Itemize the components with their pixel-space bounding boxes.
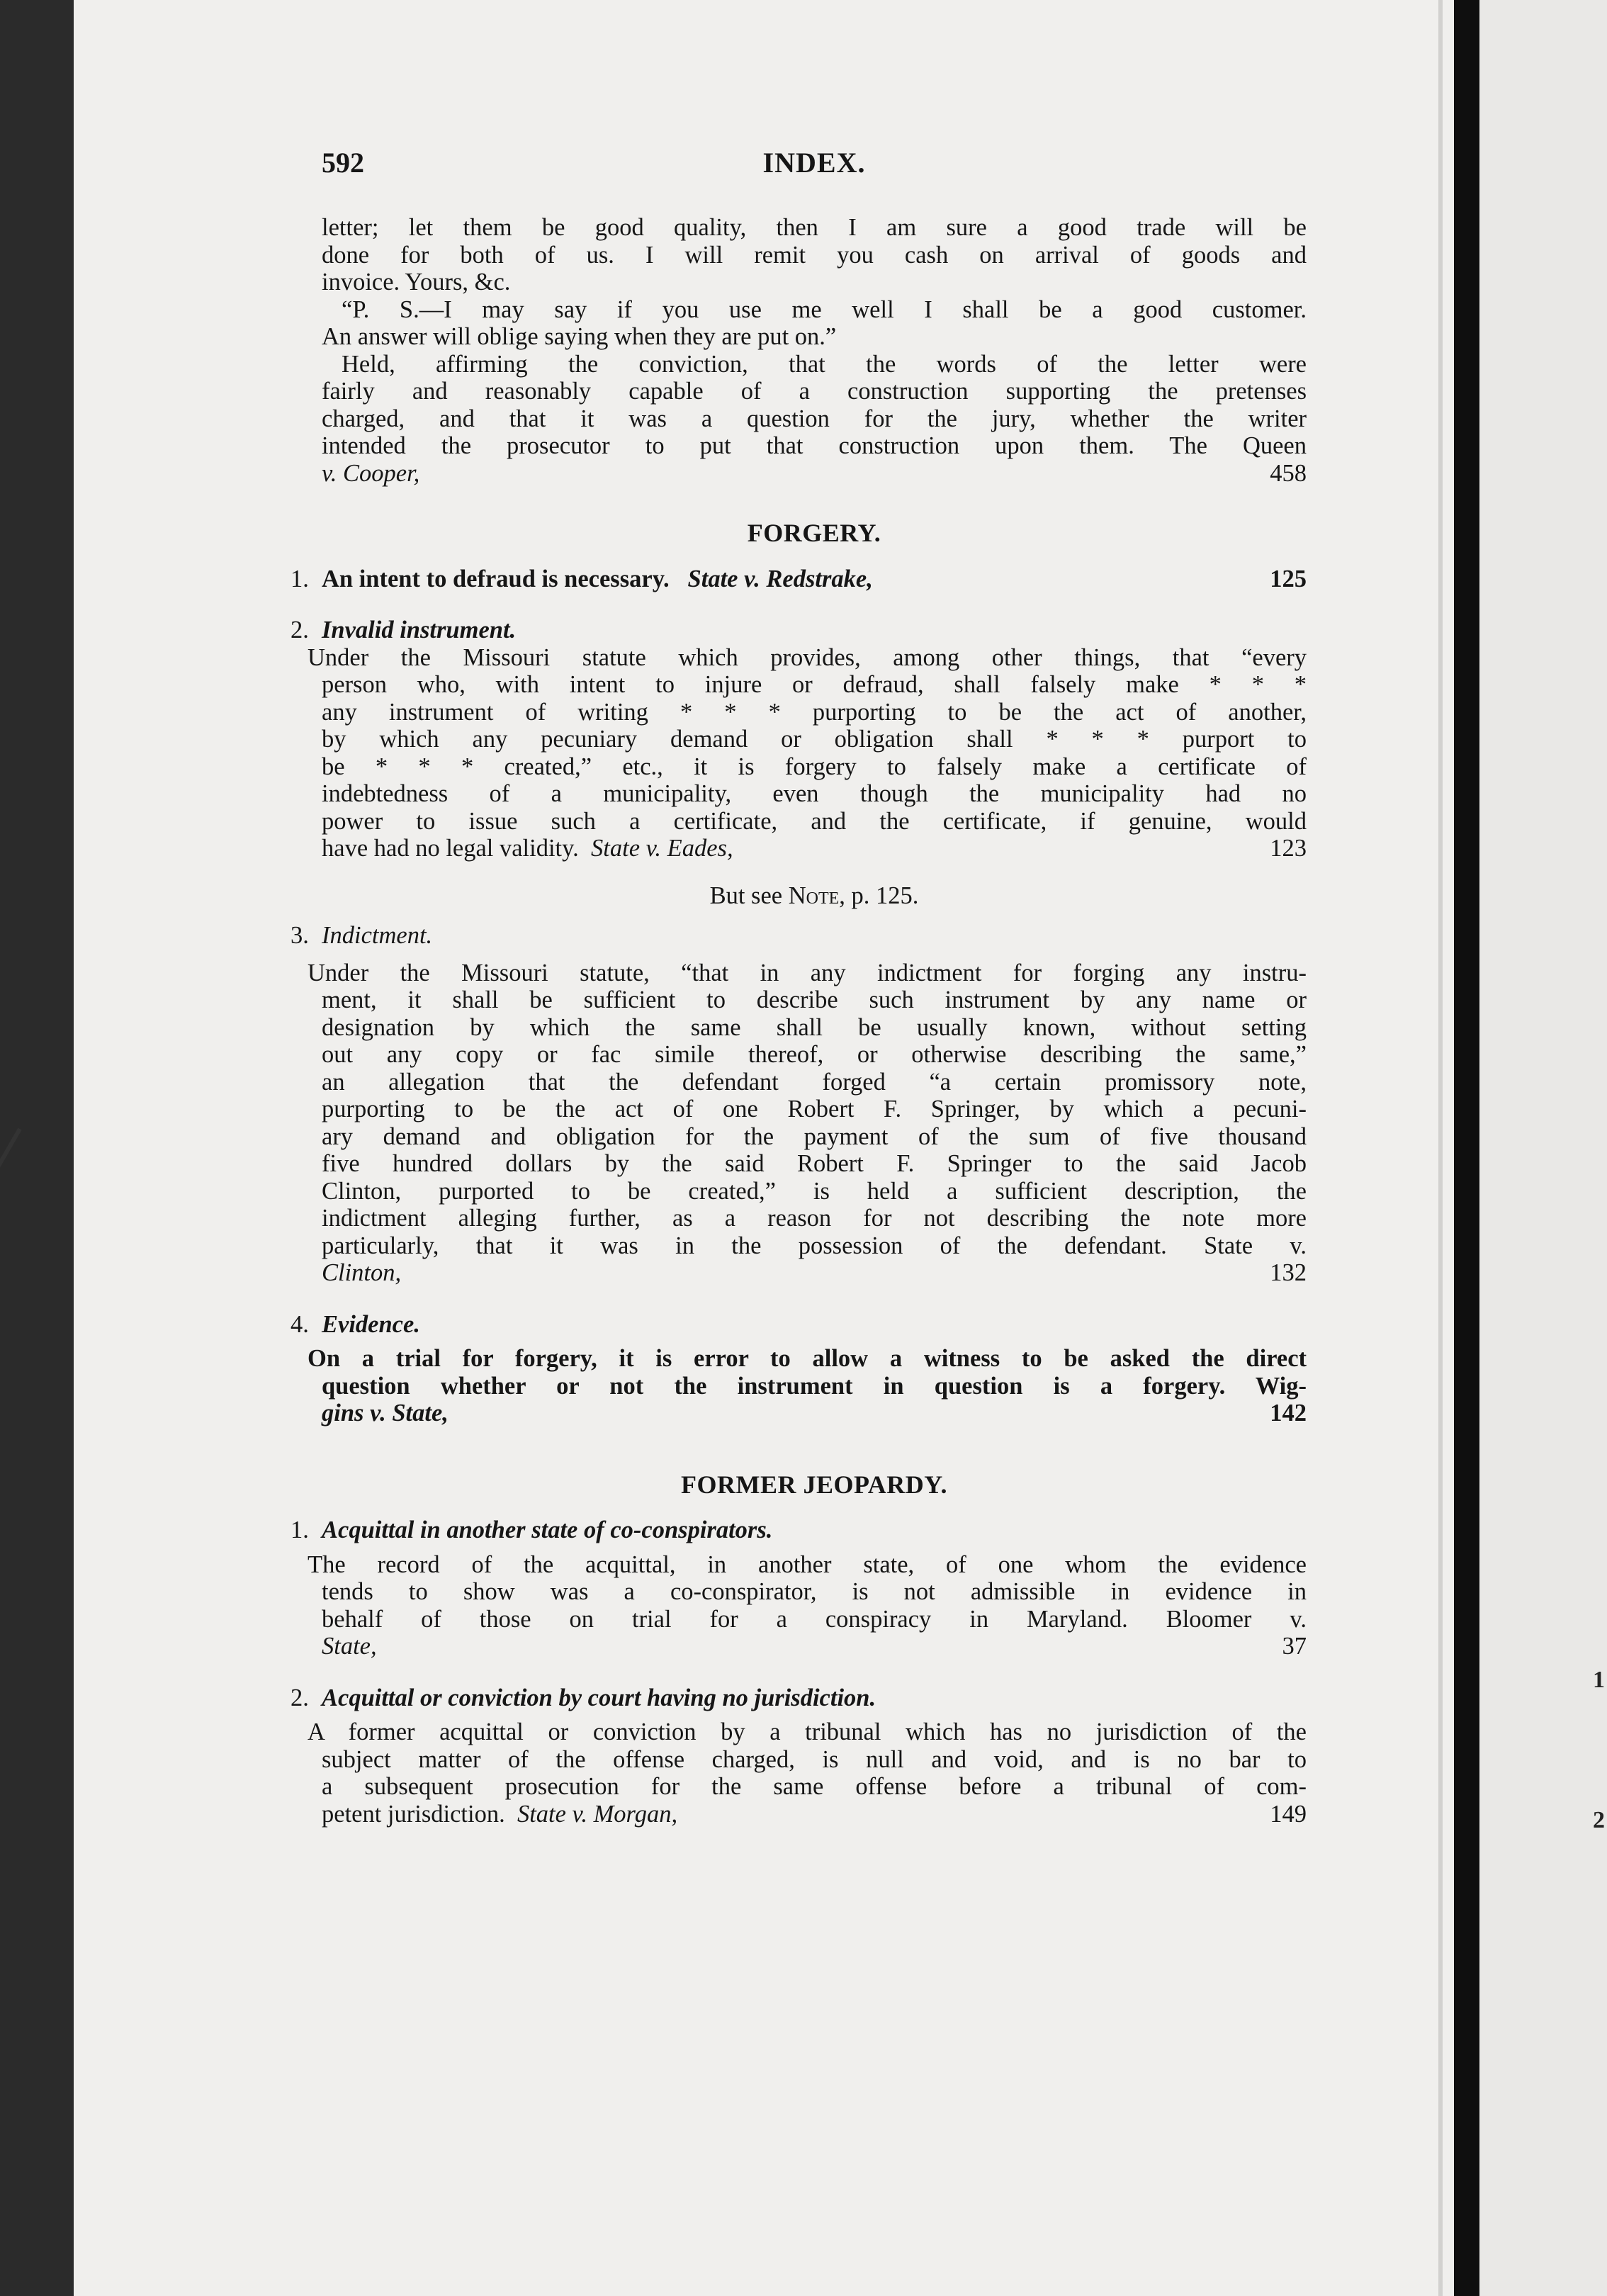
running-title: INDEX.	[762, 147, 866, 179]
text-line: A former acquittal or conviction by a tribunal which has no jurisdiction of the	[308, 1718, 1307, 1745]
item-number: 1.	[291, 1516, 309, 1543]
text-line: behalf of those on trial for a conspiracy in Maryland. Bloomer v.	[322, 1605, 1307, 1633]
text-line: ment, it shall be sufficient to describe such instrument by any name or	[322, 986, 1307, 1013]
forgery-item-4-body	[308, 1345, 1307, 1427]
text-line: The record of the acquittal, in another state, of one whom the evidence	[308, 1551, 1307, 1578]
item-heading: Evidence.	[322, 1310, 420, 1338]
case-citation: State v. Eades,	[591, 835, 733, 862]
page-number: 592	[322, 147, 364, 179]
text-line: “P. S.—I may say if you use me well I shall be a good customer.	[342, 296, 1307, 323]
jeopardy-item-1-body	[308, 1551, 1307, 1660]
page-ref: 458	[1270, 459, 1307, 487]
book-binding	[1454, 0, 1479, 2296]
text-line: tends to show was a co-conspirator, is not admissible in evidence in	[322, 1578, 1307, 1605]
text-line: done for both of us. I will remit you cash on arrival of goods and	[322, 241, 1307, 269]
item-heading: Indictment.	[322, 922, 433, 949]
item-heading: Acquittal or conviction by court having no jurisdiction.	[322, 1684, 876, 1711]
text-line: question whether or not the instrument in question is a forgery. Wig-	[322, 1372, 1307, 1400]
text-line: any instrument of writing * * * purporting to be the act of another,	[322, 698, 1307, 726]
forgery-item-3-heading	[291, 922, 1307, 950]
text-line: power to issue such a certificate, and the certificate, if genuine, would	[322, 807, 1307, 835]
forgery-item-1	[291, 565, 1307, 593]
text-line: designation by which the same shall be usually known, without setting	[322, 1013, 1307, 1041]
text-line: Under the Missouri statute which provides, among other things, that “every	[308, 643, 1307, 671]
text-line: indictment alleging further, as a reason for not describing the note more	[322, 1205, 1307, 1232]
facing-page	[1479, 0, 1607, 2296]
jeopardy-item-1-heading	[291, 1516, 1307, 1544]
text-line: five hundred dollars by the said Robert F. Springer to the said Jacob	[322, 1150, 1307, 1177]
item-number: 3.	[291, 922, 309, 949]
text-line: On a trial for forgery, it is error to allow a witness to be asked the direct	[308, 1345, 1307, 1372]
item-number: 4.	[291, 1310, 309, 1338]
text-line: by which any pecuniary demand or obligation shall * * * purport to	[322, 726, 1307, 753]
entry-end	[322, 1400, 1307, 1427]
text-line: out any copy or fac simile thereof, or otherwise describing the same,”	[322, 1041, 1307, 1068]
case-citation: State v. Redstrake,	[687, 565, 873, 592]
text-line: be * * * created,” etc., it is forgery to falsely make a certificate of	[322, 753, 1307, 780]
text-line: indebtedness of a municipality, even though the municipality had no	[322, 780, 1307, 807]
note-suffix: , p. 125.	[839, 882, 919, 909]
text-fragment: have had no legal validity.	[322, 835, 579, 862]
continued-entry	[322, 214, 1307, 487]
entry-end	[322, 835, 1307, 862]
jeopardy-item-2-heading	[291, 1684, 1307, 1712]
page-ref: 123	[1270, 835, 1307, 862]
page-ref: 149	[1270, 1800, 1307, 1828]
item-text: An intent to defraud is necessary.	[322, 565, 670, 592]
item-heading: Acquittal in another state of co-conspirators.	[322, 1516, 773, 1543]
text-line: An answer will oblige saying when they are put on.”	[322, 323, 837, 350]
entry-end	[322, 1633, 1307, 1660]
text-line: ary demand and obligation for the payment of the sum of five thousand	[322, 1122, 1307, 1150]
item-number: 1.	[291, 565, 309, 592]
text-line: invoice. Yours, &c.	[322, 269, 511, 296]
case-citation: State,	[322, 1633, 377, 1660]
forgery-item-2-body	[308, 643, 1307, 910]
text-line: charged, and that it was a question for the jury, whether the writer	[322, 405, 1307, 432]
section-title-former-jeopardy: FORMER JEOPARDY.	[681, 1470, 947, 1499]
text-fragment: petent jurisdiction.	[322, 1800, 505, 1828]
case-citation: Clinton,	[322, 1259, 402, 1286]
page-ref: 132	[1270, 1259, 1307, 1286]
cross-reference-note	[322, 882, 1307, 910]
facing-page-mark-1: 1	[1593, 1667, 1605, 1693]
case-citation: gins v. State,	[322, 1400, 449, 1426]
note-word: Note	[788, 882, 840, 909]
held-line: Held, affirming the conviction, that the words of the letter were	[342, 350, 1307, 378]
text-line: person who, with intent to injure or defraud, shall falsely make * * *	[322, 671, 1307, 698]
index-content	[291, 214, 1307, 1828]
text-line: intended the prosecutor to put that construction upon them. The Queen	[322, 432, 1307, 459]
item-number: 2.	[291, 617, 309, 643]
page-edge	[1438, 0, 1443, 2296]
page-ref: 142	[1270, 1400, 1307, 1426]
item-heading: Invalid instrument.	[322, 617, 517, 643]
running-head	[322, 146, 1307, 188]
text-line: purporting to be the act of one Robert F. Springer, by which a pecuni-	[322, 1096, 1307, 1122]
entry-end	[322, 460, 1307, 488]
forgery-item-2-heading	[291, 617, 1307, 644]
note-prefix: But see	[709, 882, 783, 909]
entry-end	[322, 1801, 1307, 1828]
text-line: Clinton, purported to be created,” is held a sufficient description, the	[322, 1177, 1307, 1205]
text-line: subject matter of the offense charged, is null and void, and is no bar to	[322, 1745, 1307, 1773]
text-line: particularly, that it was in the possession of the defendant. State v.	[322, 1232, 1307, 1259]
page-ref: 37	[1282, 1633, 1307, 1660]
case-citation: State v. Morgan,	[517, 1800, 678, 1828]
forgery-item-4-heading	[291, 1311, 1307, 1339]
forgery-item-3-body	[308, 959, 1307, 1287]
facing-page-mark-2: 2	[1593, 1807, 1605, 1833]
jeopardy-item-2-body	[308, 1718, 1307, 1828]
page-ref: 125	[1270, 565, 1307, 592]
item-number: 2.	[291, 1684, 309, 1711]
text-line: a subsequent prosecution for the same offense before a tribunal of com-	[322, 1773, 1307, 1800]
section-title-forgery: FORGERY.	[747, 519, 881, 547]
text-line: letter; let them be good quality, then I am sure a good trade will be	[322, 214, 1307, 241]
text-line: Under the Missouri statute, “that in any indictment for forging any instru-	[308, 959, 1307, 986]
text-line: an allegation that the defendant forged “a certain promissory note,	[322, 1068, 1307, 1096]
case-citation: v. Cooper,	[322, 459, 420, 487]
entry-end	[322, 1259, 1307, 1287]
text-line: fairly and reasonably capable of a construction supporting the pretenses	[322, 378, 1307, 405]
scan-mark	[0, 1128, 22, 1177]
